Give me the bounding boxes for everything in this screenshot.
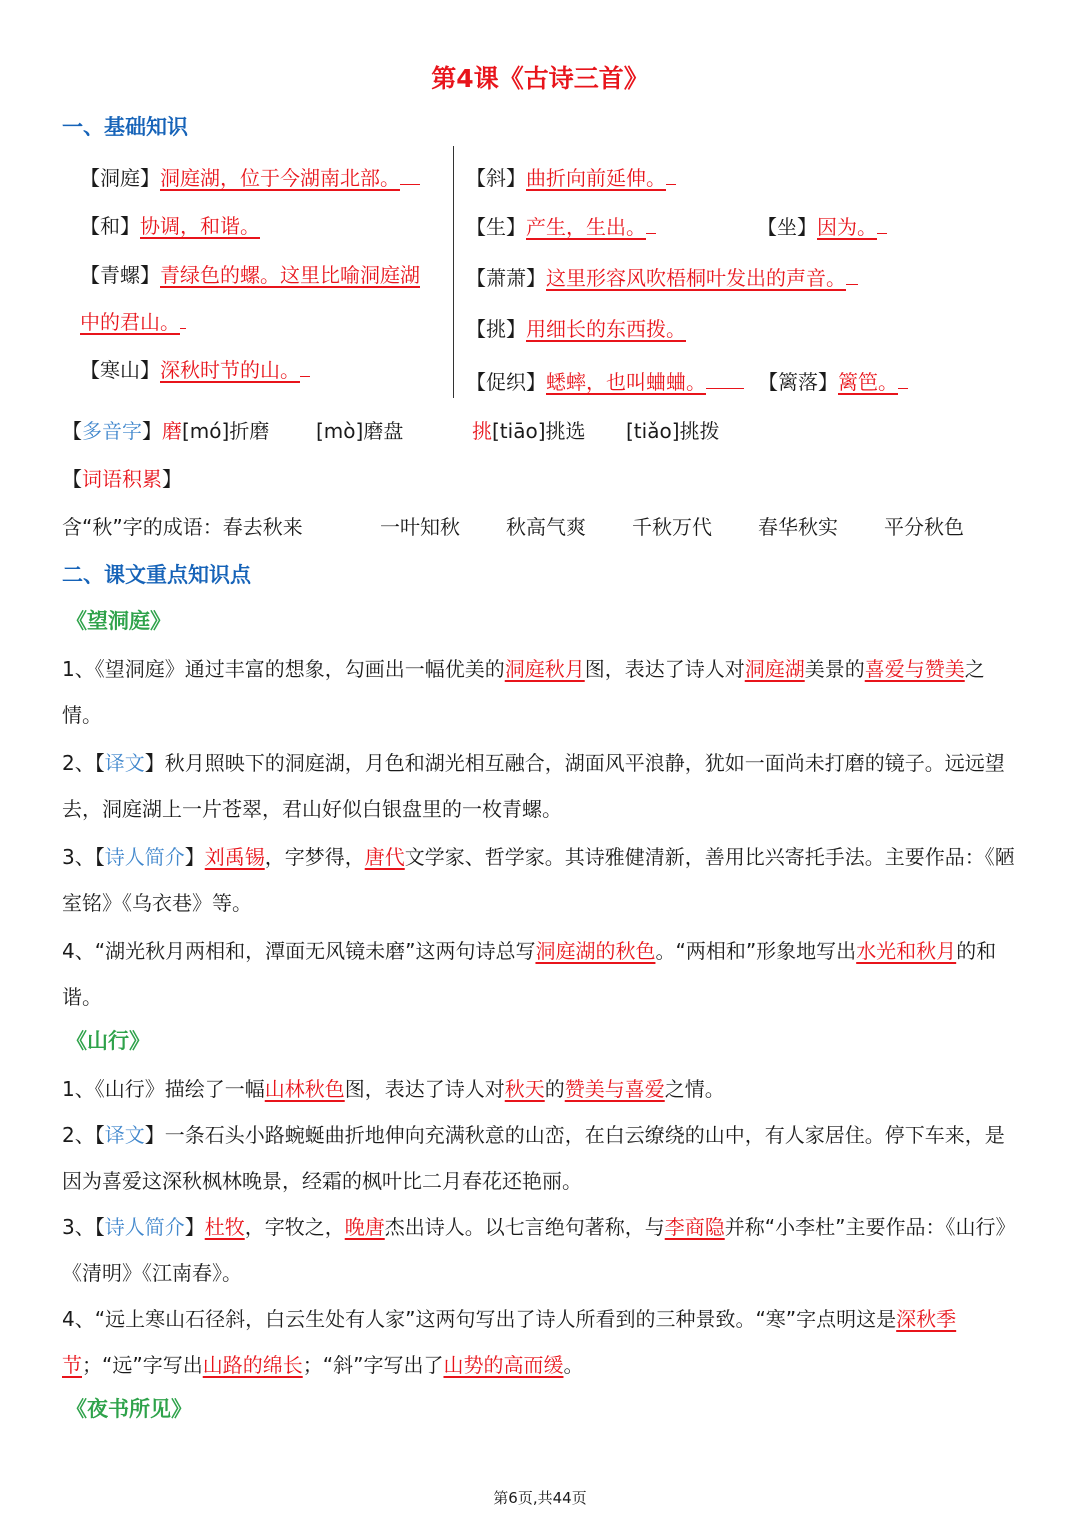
entry-qingluo (80, 260, 420, 290)
entry-dongting (80, 162, 420, 193)
vocab-label: 词语积累 (82, 467, 162, 491)
blank-line (300, 354, 310, 377)
term: 【洞庭】 (80, 166, 160, 190)
term: 【篱落】 (758, 370, 838, 394)
definition: 协调，和谐。 (140, 214, 260, 238)
entry-hanshan (80, 354, 310, 385)
polyphone-label: 多音字 (82, 419, 142, 443)
sx-item-1: 1、《山行》描绘了一幅山林秋色图，表达了诗人对秋天的赞美与喜爱之情。 (62, 1077, 725, 1101)
column-divider (453, 146, 454, 398)
idiom: 春去秋来 (222, 515, 303, 539)
vocab-prefix: 含“秋”字的成语：春去秋来 (62, 515, 303, 539)
definition: 曲折向前延伸。 (526, 166, 666, 190)
sx-item-4: 4、“远上寒山石径斜，白云生处有人家”这两句写出了诗人所看到的三种景致。“寒”字点明这是深秋季节；“远”字写出山路的绵长；“斜”字写出了山势的高而缓。 (62, 1307, 957, 1377)
polyphone-char-mo: 磨 (162, 419, 182, 443)
section-heading-key-points: 二、课文重点知识点 (62, 563, 251, 587)
term: 【萧萧】 (466, 266, 546, 290)
term: 【斜】 (466, 166, 526, 190)
definition: 洞庭湖，位于今湖南北部。 (160, 166, 400, 190)
wdt-item-2: 2、【译文】秋月照映下的洞庭湖，月色和湖光相互融合，湖面风平浪静，犹如一面尚未打磨的镜子。远远望去，洞庭湖上一片苍翠，君山好似白银盘里的一枚青螺。 (62, 751, 1005, 821)
definition: 青绿色的螺。这里比喻洞庭湖 (160, 263, 420, 287)
wdt-item-1: 1、《望洞庭》通过丰富的想象，勾画出一幅优美的洞庭秋月图，表达了诗人对洞庭湖美景的喜爱与赞美之情。 (62, 657, 985, 727)
entry-sheng (466, 211, 656, 242)
sx-item-3: 3、【诗人简介】杜牧，字牧之，晚唐杰出诗人。以七言绝句著称，与李商隐并称“小李杜”主要作品：《山行》《清明》《江南春》。 (62, 1215, 1016, 1285)
entry-xiaoxiao (466, 262, 858, 293)
entry-xie (466, 162, 676, 193)
definition: 用细长的东西拨。 (526, 317, 686, 341)
definition: 篱笆。 (838, 370, 898, 394)
term: 【坐】 (757, 215, 817, 239)
blank-line (400, 162, 420, 185)
blank-line (877, 211, 887, 234)
blank-line (898, 366, 908, 389)
idiom: 平分秋色 (884, 515, 964, 539)
blank-line (666, 162, 676, 185)
vocab-heading: 【词语积累】 (62, 467, 182, 491)
entry-cuzhi (466, 366, 744, 397)
term: 【青螺】 (80, 263, 160, 287)
page-title: 第4课《古诗三首》 (431, 64, 649, 93)
wdt-item-3: 3、【诗人简介】刘禹锡，字梦得，唐代文学家、哲学家。其诗雅健清新，善用比兴寄托手法。主要作品：《陋室铭》《乌衣巷》等。 (62, 845, 1015, 915)
polyphone-mo2: [mò]磨盘 (316, 419, 404, 443)
term: 【寒山】 (80, 358, 160, 382)
definition: 因为。 (817, 215, 877, 239)
blank-line (846, 262, 858, 285)
entry-tiao (466, 314, 686, 344)
term: 【生】 (466, 215, 526, 239)
term: 【挑】 (466, 317, 526, 341)
entry-liluo (758, 366, 908, 397)
polyphone-row: 【多音字】磨[mó]折磨 (62, 419, 270, 443)
sx-item-2: 2、【译文】一条石头小路蜿蜒曲折地伸向充满秋意的山峦，在白云缭绕的山中，有人家居住。停下车来，是因为喜爱这深秋枫林晚景，经霜的枫叶比二月春花还艳丽。 (62, 1123, 1005, 1193)
idiom: 千秋万代 (632, 515, 712, 539)
blank-line (706, 366, 744, 389)
wdt-item-4: 4、“湖光秋月两相和，潭面无风镜未磨”这两句诗总写洞庭湖的秋色。“两相和”形象地写出水光和秋月的和谐。 (62, 939, 997, 1009)
poem-title-shanxing: 《山行》 (66, 1029, 150, 1053)
polyphone-tiao2: [tiǎo]挑拨 (626, 419, 720, 443)
entry-qingluo-cont (80, 306, 186, 337)
poem-title-yeshusuojian: 《夜书所见》 (66, 1397, 192, 1421)
entry-zuo (757, 211, 887, 242)
idiom: 秋高气爽 (506, 515, 586, 539)
page-number: 第6页,共44页 (493, 1489, 587, 1507)
polyphone-tiao: 挑[tiāo]挑选 (472, 419, 586, 443)
blank-line (646, 211, 656, 234)
idiom: 春华秋实 (758, 515, 838, 539)
definition: 深秋时节的山。 (160, 358, 300, 382)
definition: 蟋蟀，也叫蛐蛐。 (546, 370, 706, 394)
blank-line (180, 306, 186, 329)
poem-title-wangdongting: 《望洞庭》 (66, 609, 171, 633)
term: 【促织】 (466, 370, 546, 394)
idiom: 一叶知秋 (380, 515, 460, 539)
definition: 产生，生出。 (526, 215, 646, 239)
polyphone-char-tiao: 挑 (472, 419, 492, 443)
definition: 这里形容风吹梧桐叶发出的声音。 (546, 266, 846, 290)
definition: 中的君山。 (80, 310, 180, 334)
entry-he (80, 211, 260, 241)
term: 【和】 (80, 214, 140, 238)
section-heading-basics: 一、基础知识 (62, 115, 188, 139)
